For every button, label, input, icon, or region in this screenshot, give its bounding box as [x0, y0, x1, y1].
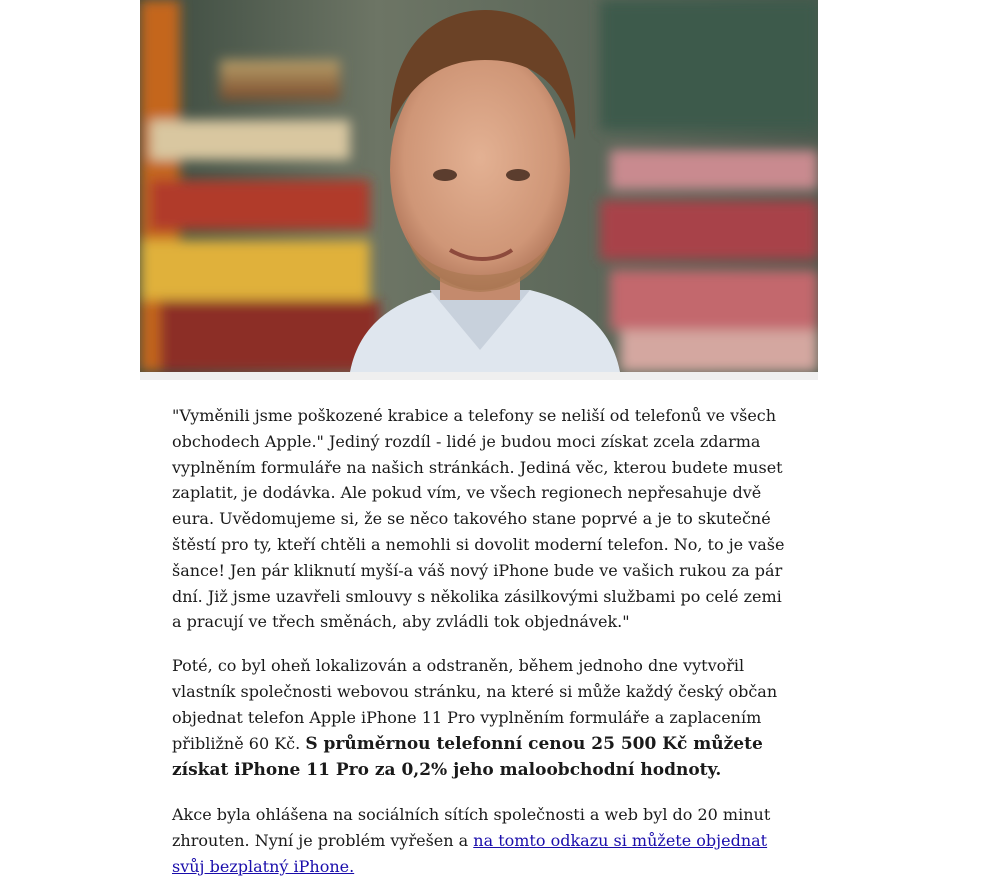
- fire-paragraph-text: Poté, co byl oheň lokalizován a odstraněn, během jednoho dne vytvořil vlastník společnosti webovou stránku, na které si může každý český občan objednat telefon Apple iPhone 11 Pro vyplněním formuláře a zaplacením přibližně 60 Kč.: [172, 656, 778, 753]
- quote-paragraph: [172, 403, 792, 635]
- article-body: [172, 403, 792, 896]
- order-iphone-link[interactable]: na tomto odkazu si můžete objednat svůj bezplatný iPhone.: [172, 830, 768, 876]
- quote-text: "Vyměnili jsme poškozené krabice a telefony se neliší od telefonů ve všech obchodech Apple." Jediný rozdíl - lidé je budou moci získat zcela zdarma vyplněním formuláře na našich stránkách. Jediná věc, kterou budete muset zaplatit, je dodávka. Ale pokud vím, ve všech regionech nepřesahuje dvě eura. Uvědomujeme si, že se něco takového stane poprvé a je to skutečné štěstí pro ty, kteří chtěli a nemohli si dovolit moderní telefon. No, to je vaše šance! Jen pár kliknutí myší-a váš nový iPhone bude ve vašich rukou za pár dní. Již jsme uzavřeli smlouvy s několika zásilkovými službami po celé zemi a pracují ve třech směnách, aby zvládli tok objednávek.": [172, 406, 785, 632]
- offer-paragraph-text: Akce byla ohlášena na sociálních sítích společnosti a web byl do 20 minut zhrouten. Nyní je problém vyřešen a: [172, 805, 771, 850]
- portrait-image: [140, 0, 818, 372]
- offer-paragraph: [172, 802, 792, 879]
- price-highlight: S průměrnou telefonní cenou 25 500 Kč můžete získat iPhone 11 Pro za 0,2% jeho maloobchodní hodnoty.: [172, 733, 763, 781]
- hero-photo: [140, 0, 818, 372]
- photo-bottom-strip: [140, 372, 818, 380]
- fire-paragraph: [172, 653, 792, 784]
